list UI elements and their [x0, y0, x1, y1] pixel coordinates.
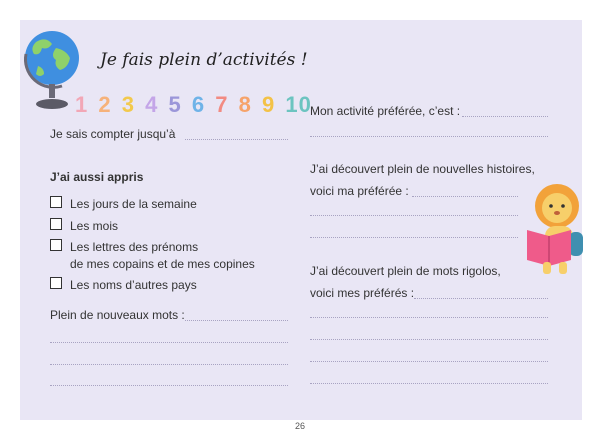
activity-label: Mon activité préférée, c’est :: [310, 104, 461, 118]
number-1: 1: [75, 92, 89, 117]
count-answer-line[interactable]: [185, 139, 288, 140]
stories-label-1: J’ai découvert plein de nouvelles histoires,: [310, 162, 535, 176]
words-line-4[interactable]: [50, 385, 288, 386]
checklist-item-days: Les jours de la semaine: [70, 197, 197, 211]
activity-line-2[interactable]: [310, 136, 548, 137]
number-4: 4: [145, 92, 159, 117]
number-10: 10: [285, 92, 312, 117]
checkbox-months[interactable]: [50, 218, 62, 230]
stories-label-2: voici ma préférée :: [310, 184, 409, 198]
words-line-1[interactable]: [185, 320, 288, 321]
number-3: 3: [121, 92, 135, 117]
page-title: Je fais plein d’activités !: [100, 50, 308, 70]
number-7: 7: [215, 92, 229, 117]
checklist-item-months: Les mois: [70, 219, 119, 233]
activity-line-1[interactable]: [462, 116, 548, 117]
funny-label-1: J’ai découvert plein de mots rigolos,: [310, 264, 501, 278]
checklist-item-letters: Les lettres des prénoms: [70, 240, 199, 254]
stories-line-2[interactable]: [310, 215, 518, 216]
funny-label-2: voici mes préférés :: [310, 286, 415, 300]
words-line-2[interactable]: [50, 342, 288, 343]
funny-line-1[interactable]: [414, 298, 548, 299]
words-line-3[interactable]: [50, 364, 288, 365]
stories-line-3[interactable]: [310, 237, 518, 238]
funny-line-4[interactable]: [310, 361, 548, 362]
number-2: 2: [98, 92, 112, 117]
lion-reading-icon: [525, 180, 595, 280]
checklist-item-countries: Les noms d’autres pays: [70, 278, 197, 292]
checkbox-days[interactable]: [50, 196, 62, 208]
funny-line-5[interactable]: [310, 383, 548, 384]
number-9: 9: [262, 92, 276, 117]
checkbox-letters[interactable]: [50, 239, 62, 251]
number-8: 8: [238, 92, 252, 117]
funny-line-2[interactable]: [310, 317, 548, 318]
count-label: Je sais compter jusqu’à: [50, 127, 176, 141]
number-6: 6: [191, 92, 206, 117]
page-number: 26: [294, 421, 305, 431]
words-label: Plein de nouveaux mots :: [50, 308, 185, 322]
stories-line-1[interactable]: [412, 196, 518, 197]
checkbox-countries[interactable]: [50, 277, 62, 289]
number-5: 5: [168, 92, 182, 117]
funny-line-3[interactable]: [310, 339, 548, 340]
numbers-row: [75, 92, 315, 118]
learned-heading: J’ai aussi appris: [50, 170, 144, 184]
checklist-item-letters-cont: de mes copains et de mes copines: [70, 257, 255, 271]
